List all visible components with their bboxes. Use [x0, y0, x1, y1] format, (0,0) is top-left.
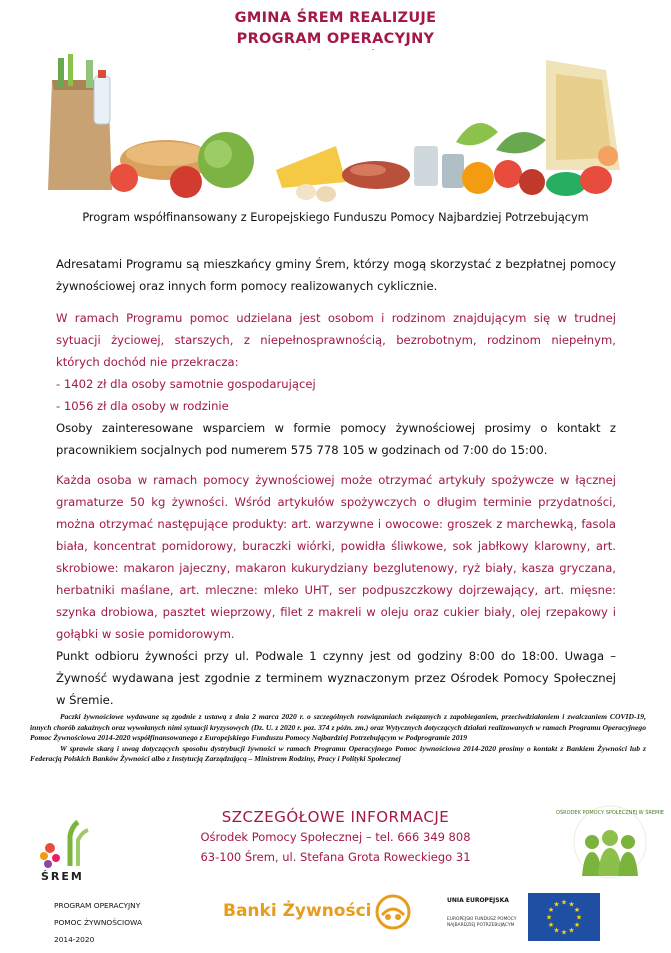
- title-line-2: PROGRAM OPERACYJNY: [236, 30, 435, 47]
- srem-logo-text: ŚREM: [41, 870, 84, 883]
- income-limit-single: - 1402 zł dla osoby samotnie gospodarującej: [56, 377, 316, 391]
- paragraph-text: Każda osoba w ramach pomocy żywnościowej może otrzymać artykuły spożywcze w łącznej gramaturze 50 kg żywności. Wśród artykułów spożywczych o długim terminie przydatności, można otrzymać następujące produkty: art. warzywne i owocowe: groszek z marchewką, fasola biała, koncentrat pomidorowy, buraczki wiórki, powidła śliwkowe, sok jabłkowy klarowny, art. skrobiowe: makaron jajeczny, makaron kukurydziany bezglutenowy, ryż biały, kasza gryczana, herbatniki maślane, art. mleczne: mleko UHT, ser podpuszczkowy dojrzewający, art. mięsne: szynka drobiowa, pasztet wieprzowy, filet z makreli w oleju oraz cukier biały, olej rzepakowy i gołąbki w sosie pomidorowym.: [56, 473, 616, 641]
- eu-star-icon: ★: [575, 913, 583, 922]
- paragraph-eligibility: [56, 307, 616, 417]
- eu-star-icon: ★: [560, 928, 568, 937]
- eu-star-icon: ★: [568, 900, 575, 909]
- program-text-block: [54, 897, 142, 948]
- eu-star-icon: ★: [553, 900, 560, 909]
- program-line-2: POMOC ŻYWNOŚCIOWA: [54, 918, 143, 927]
- legal-note-2: W sprawie skarg i uwag dotyczących sposobu dystrybucji żywności w ramach Programu Operacyjnego Pomoc żywnościowa 2014-2020 prosimy o kontakt z Bankiem Żywności lub z Federacją Polskich Banków Żywności albo z Instytucją Zarządzającą – Ministrem Rodziny, Pracy i Polityki Społecznej: [30, 743, 646, 764]
- paragraph-contact: [56, 417, 616, 461]
- info-heading: SZCZEGÓŁOWE INFORMACJE: [221, 808, 450, 826]
- program-line-1: PROGRAM OPERACYJNY: [54, 901, 141, 910]
- title-line-1: GMINA ŚREM REALIZUJE: [234, 10, 437, 26]
- eu-fund-line-2: NAJBARDZIEJ POTRZEBUJĄCYM: [447, 923, 515, 928]
- eu-star-icon: ★: [560, 898, 568, 907]
- paragraph-text: Adresatami Programu są mieszkańcy gminy Śrem, którzy mogą skorzystać z bezpłatnej pomocy żywnościowej oraz innych form pomocy realizowanych cyklicznie.: [56, 257, 616, 293]
- ops-logo-text: OŚRODEK POMOCY SPOŁECZNEJ W ŚREMIE: [556, 810, 664, 816]
- eu-title: UNIA EUROPEJSKA: [447, 897, 509, 904]
- legal-note-1: Paczki żywnościowe wydawane są zgodnie z ustawą z dnia 2 marca 2020 r. o szczególnych rozwiązaniach związanych z zapobieganiem, przeciwdziałaniem i zwalczaniem COVID-19, innych chorób zakaźnych oraz wywołanych nimi sytuacji kryzysowych (Dz. U. z 2020 r. poz. 374 z późn. zm.) oraz Wytycznych dotyczących działań realizowanych w ramach Programu Operacyjnego Pomoc Żywnościowa 2014-2020 współfinansowanego z Europejskiego Funduszu Pomocy Najbardziej Potrzebującym w Podprogramie 2019: [30, 712, 646, 743]
- banki-zywnosci-logo-icon: [374, 893, 412, 931]
- paragraph-addressees: [56, 253, 616, 297]
- eu-star-icon: ★: [553, 926, 560, 935]
- cofinancing-text: Program współfinansowany z Europejskiego Funduszu Pomocy Najbardziej Potrzebującym: [82, 211, 589, 224]
- eu-star-icon: ★: [573, 921, 581, 929]
- program-line-3: 2014-2020: [54, 935, 95, 944]
- paragraph-text: W ramach Programu pomoc udzielana jest osobom i rodzinom znajdującym się w trudnej sytuacji życiowej, starszych, z niepełnosprawnością, bezrobotnym, rodzinom niepełnym, których dochód nie przekracza:: [56, 311, 616, 369]
- banki-zywnosci-logo-text: Banki Żywności: [223, 901, 372, 921]
- eu-flag-icon: [528, 893, 600, 941]
- eu-star-icon: ★: [573, 906, 581, 914]
- paragraph-text: Punkt odbioru żywności przy ul. Podwale 1 czynny jest od godziny 8:00 do 18:00. Uwaga – Żywność wydawana jest zgodnie z terminem wyznaczonym przez Ośrodek Pomocy Społecznej w Śremie.: [56, 649, 616, 707]
- food-banner-image: [46, 50, 624, 205]
- legal-notes: [30, 712, 646, 765]
- eu-star-icon: ★: [545, 913, 553, 922]
- eu-fund-line-1: EUROPEJSKI FUNDUSZ POMOCY: [447, 917, 517, 922]
- paragraph-text: Osoby zainteresowane wsparciem w formie pomocy żywnościowej prosimy o kontakt z pracownikiem socjalnych pod numerem 575 778 105 w godzinach od 7:00 do 15:00.: [56, 421, 616, 457]
- info-address-line: 63-100 Śrem, ul. Stefana Grota Roweckiego 31: [200, 850, 471, 864]
- eu-star-icon: ★: [547, 906, 555, 914]
- eu-star-icon: ★: [547, 921, 555, 929]
- income-limit-family: - 1056 zł dla osoby w rodzinie: [56, 399, 229, 413]
- eu-star-icon: ★: [568, 926, 575, 935]
- paragraph-products: [56, 469, 616, 645]
- ops-srem-logo-icon: [556, 800, 664, 884]
- info-phone-line: Ośrodek Pomocy Społecznej – tel. 666 349 808: [200, 830, 471, 844]
- eu-fund-text: [447, 917, 516, 929]
- paragraph-pickup-point: [56, 645, 616, 711]
